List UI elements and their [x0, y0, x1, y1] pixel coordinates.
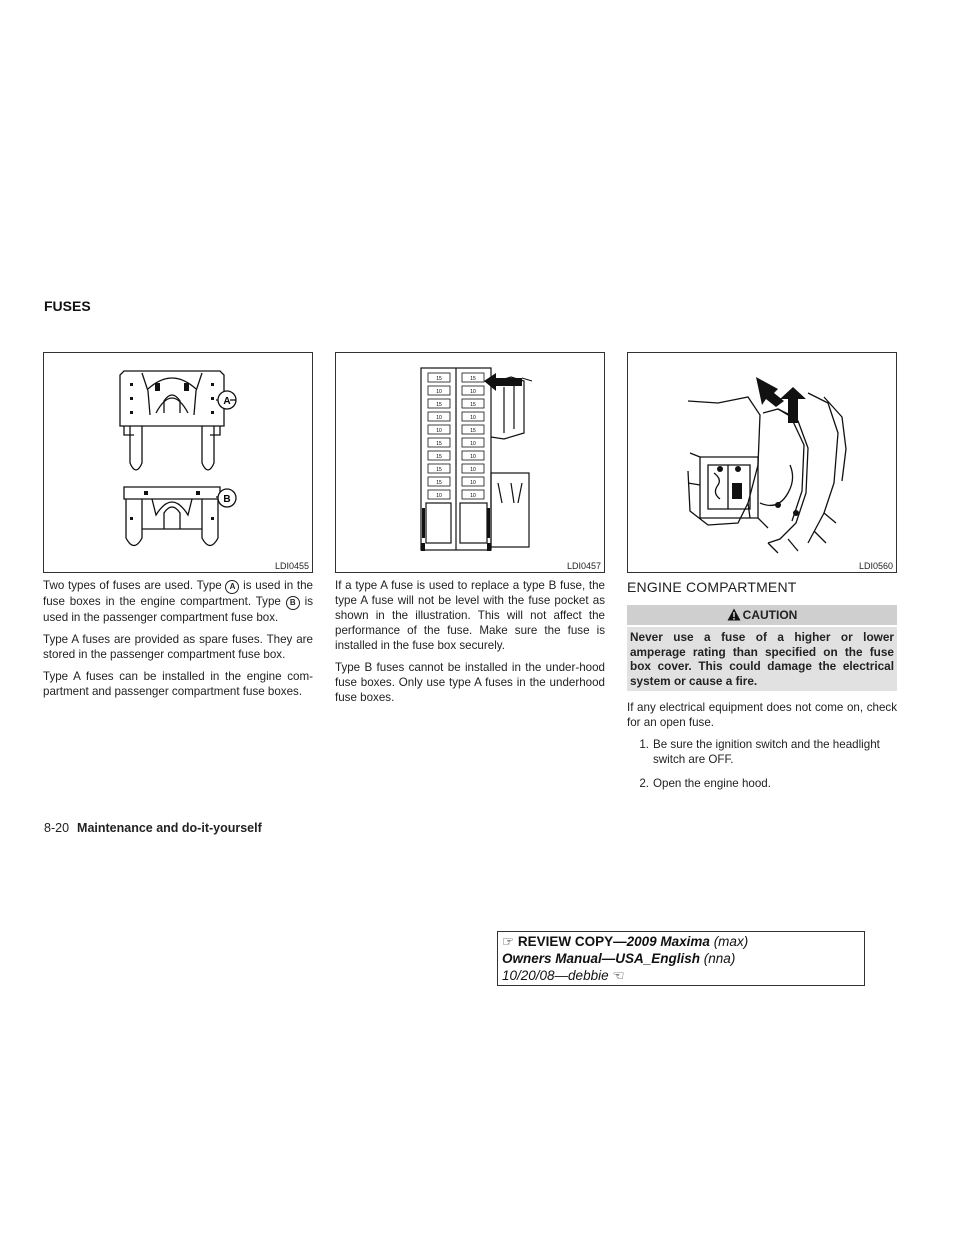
engine-compartment-illustration	[628, 353, 898, 574]
fuse-value: 10	[470, 441, 476, 447]
fuse-value: 15	[470, 402, 476, 408]
fuse-value: 15	[436, 454, 442, 460]
fuse-value: 10	[436, 389, 442, 395]
type-b-marker: B	[286, 596, 300, 610]
fuse-value: 10	[470, 454, 476, 460]
footer-section: Maintenance and do-it-yourself	[77, 821, 262, 835]
fuse-box-illustration	[336, 353, 606, 574]
section-title: FUSES	[44, 298, 91, 314]
paragraph-open-fuse: If any electrical equipment does not come on, check for an open fuse.	[627, 701, 897, 729]
page-footer	[44, 821, 262, 835]
list-item: 1. Be sure the ignition switch and the headlight switch are OFF.	[639, 738, 880, 766]
warning-icon	[727, 608, 741, 621]
column-2	[335, 578, 605, 712]
fuse-value: 10	[470, 467, 476, 473]
fuse-value: 15	[470, 376, 476, 382]
figure-code: LDI0560	[858, 561, 893, 571]
paragraph-spare-fuses: Type A fuses are provided as spare fuses. They are stored in the passenger compartment fuse box.	[43, 633, 313, 661]
review-copy-stamp: ☞ REVIEW COPY—2009 Maxima (max) Owners Manual—USA_English (nna) 10/20/08—debbie ☜	[497, 931, 865, 986]
figure-code: LDI0455	[274, 561, 309, 571]
fuse-label-b: B	[223, 494, 231, 505]
pointing-hand-left-icon: ☜	[608, 968, 625, 983]
paragraph-installation: Type A fuses can be installed in the engine com-partment and passenger compartment fuse boxes.	[43, 670, 313, 698]
paragraph-replace-type-b: If a type A fuse is used to replace a type B fuse, the type A fuse will not be level with the fuse pocket as shown in the illustration. This will not affect the performance of the fuse. Make sure the fuse is installed in the fuse box securely.	[335, 579, 605, 652]
page-number: 8-20	[44, 821, 70, 835]
fuse-value: 15	[436, 467, 442, 473]
caution-label: CAUTION	[742, 608, 798, 622]
fuse-label-a: A	[223, 396, 231, 407]
list-item: 2. Open the engine hood.	[639, 777, 771, 790]
figure-code: LDI0457	[566, 561, 601, 571]
column-1	[43, 578, 313, 706]
paragraph-underhood: Type B fuses cannot be installed in the under-hood fuse boxes. Only use type A fuses in the underhood fuse boxes.	[335, 661, 605, 704]
figure-fuse-box	[335, 352, 605, 573]
fuse-value: 10	[470, 415, 476, 421]
fuse-value: 10	[470, 480, 476, 486]
fuse-value: 15	[436, 441, 442, 447]
type-a-marker: A	[225, 580, 239, 594]
paragraph-fuse-types: Two types of fuses are used. Type A is used in the fuse boxes in the engine compartment. Type B is used in the passenger compartment fuse box.	[43, 579, 313, 624]
fuse-value: 10	[436, 428, 442, 434]
column-3	[627, 578, 897, 800]
subheading-engine-compartment: ENGINE COMPARTMENT	[627, 579, 797, 595]
fuse-value: 10	[470, 389, 476, 395]
caution-text: Never use a fuse of a higher or lower amperage rating than specified on the fuse box cover. This could damage the electrical system or cause a fire.	[627, 625, 897, 691]
fuse-value: 15	[470, 428, 476, 434]
figure-fuse-types	[43, 352, 313, 573]
fuse-value: 10	[470, 493, 476, 499]
fuse-value: 15	[436, 402, 442, 408]
pointing-hand-right-icon: ☞	[502, 934, 518, 949]
fuse-value: 15	[436, 480, 442, 486]
fuse-value: 15	[436, 376, 442, 382]
steps-list	[627, 737, 897, 791]
fuse-value: 10	[436, 415, 442, 421]
caution-header	[627, 605, 897, 625]
fuse-value: 10	[436, 493, 442, 499]
fuse-types-illustration	[44, 353, 314, 574]
figure-engine-compartment	[627, 352, 897, 573]
